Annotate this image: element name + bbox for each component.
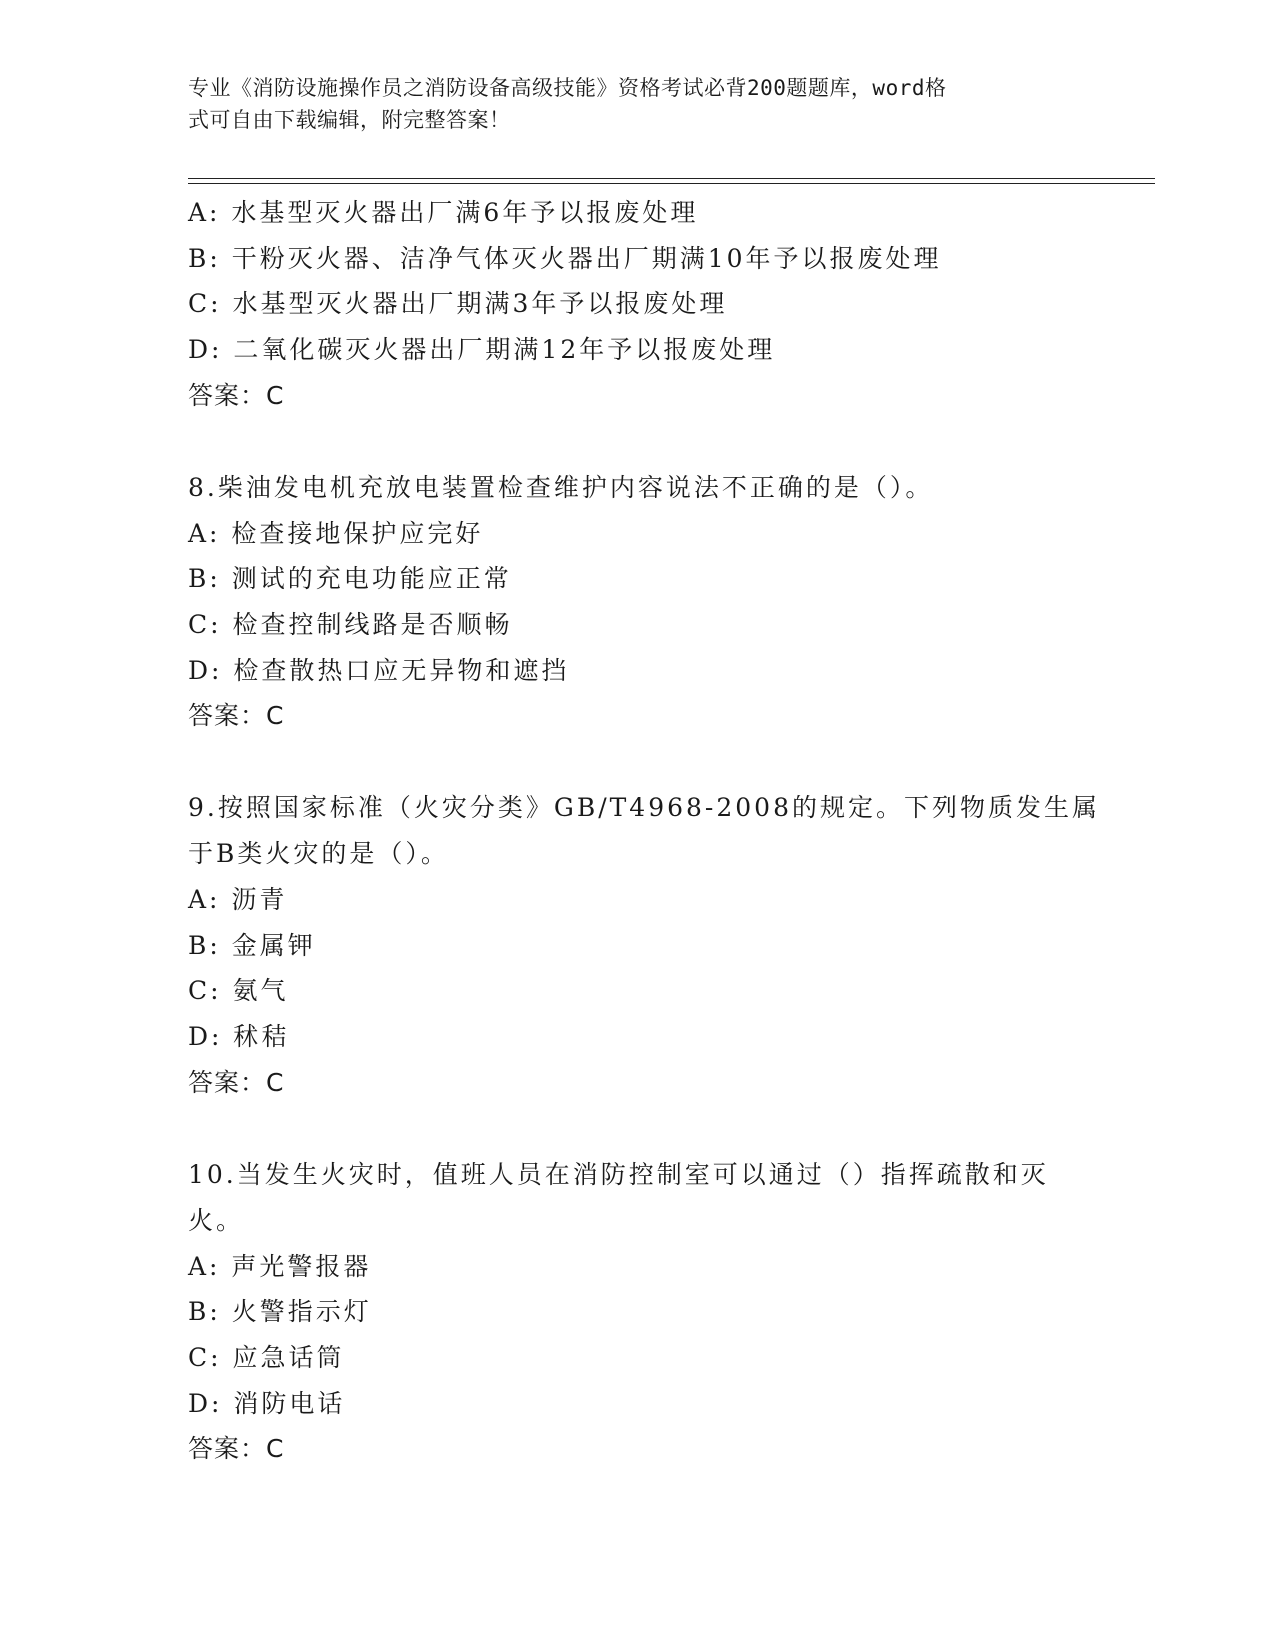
- question-10-option-d: D: 消防电话: [188, 1388, 346, 1418]
- question-9-stem-line-1: 9.按照国家标准（火灾分类》GB/T4968-2008的规定。下列物质发生属: [188, 793, 1100, 823]
- question-10-option-a: A: 声光警报器: [188, 1251, 372, 1281]
- question-9-stem-line-2: 于B类火灾的是（）。: [188, 839, 449, 869]
- question-9-option-a: A: 沥青: [188, 885, 288, 915]
- question-7-option-c: C: 水基型灭火器出厂期满3年予以报废处理: [188, 289, 728, 319]
- question-7-option-b: B: 干粉灭火器、洁净气体灭火器出厂期满10年予以报废处理: [188, 243, 942, 273]
- question-8: [188, 465, 1108, 740]
- question-spacer: [188, 739, 1108, 785]
- question-9-answer: 答案：C: [188, 1067, 285, 1097]
- question-8-stem: 8.柴油发电机充放电装置检查维护内容说法不正确的是（）。: [188, 472, 934, 502]
- question-10: [188, 1152, 1108, 1473]
- question-7-answer: 答案：C: [188, 380, 285, 410]
- question-8-option-b: B: 测试的充电功能应正常: [188, 564, 512, 594]
- question-7-option-a: A: 水基型灭火器出厂满6年予以报废处理: [188, 198, 699, 227]
- document-header: [188, 72, 1088, 136]
- question-8-answer: 答案：C: [188, 701, 285, 731]
- question-10-stem-line-2: 火。: [188, 1205, 245, 1235]
- question-spacer: [188, 419, 1108, 465]
- header-divider-top: [188, 178, 1155, 179]
- header-line-2: 式可自由下载编辑，附完整答案！: [188, 108, 511, 132]
- question-7: [188, 190, 1108, 419]
- header-divider-bottom: [188, 183, 1155, 184]
- question-10-option-b: B: 火警指示灯: [188, 1297, 372, 1327]
- header-line-1: 专业《消防设施操作员之消防设备高级技能》资格考试必背200题题库，word格: [188, 76, 947, 100]
- question-7-option-d: D: 二氧化碳灭火器出厂期满12年予以报废处理: [188, 335, 776, 365]
- question-9-option-d: D: 秫秸: [188, 1022, 290, 1052]
- question-spacer: [188, 1106, 1108, 1152]
- question-8-option-d: D: 检查散热口应无异物和遮挡: [188, 655, 570, 685]
- question-list: [188, 190, 1108, 1472]
- question-8-option-a: A: 检查接地保护应完好: [188, 518, 484, 548]
- question-9-option-c: C: 氨气: [188, 976, 289, 1006]
- question-10-option-c: C: 应急话筒: [188, 1342, 345, 1372]
- question-9: [188, 785, 1108, 1106]
- question-10-answer: 答案：C: [188, 1434, 285, 1464]
- question-10-stem-line-1: 10.当发生火灾时，值班人员在消防控制室可以通过（）指挥疏散和灭: [188, 1159, 1049, 1189]
- question-9-option-b: B: 金属钾: [188, 930, 316, 960]
- question-8-option-c: C: 检查控制线路是否顺畅: [188, 609, 513, 639]
